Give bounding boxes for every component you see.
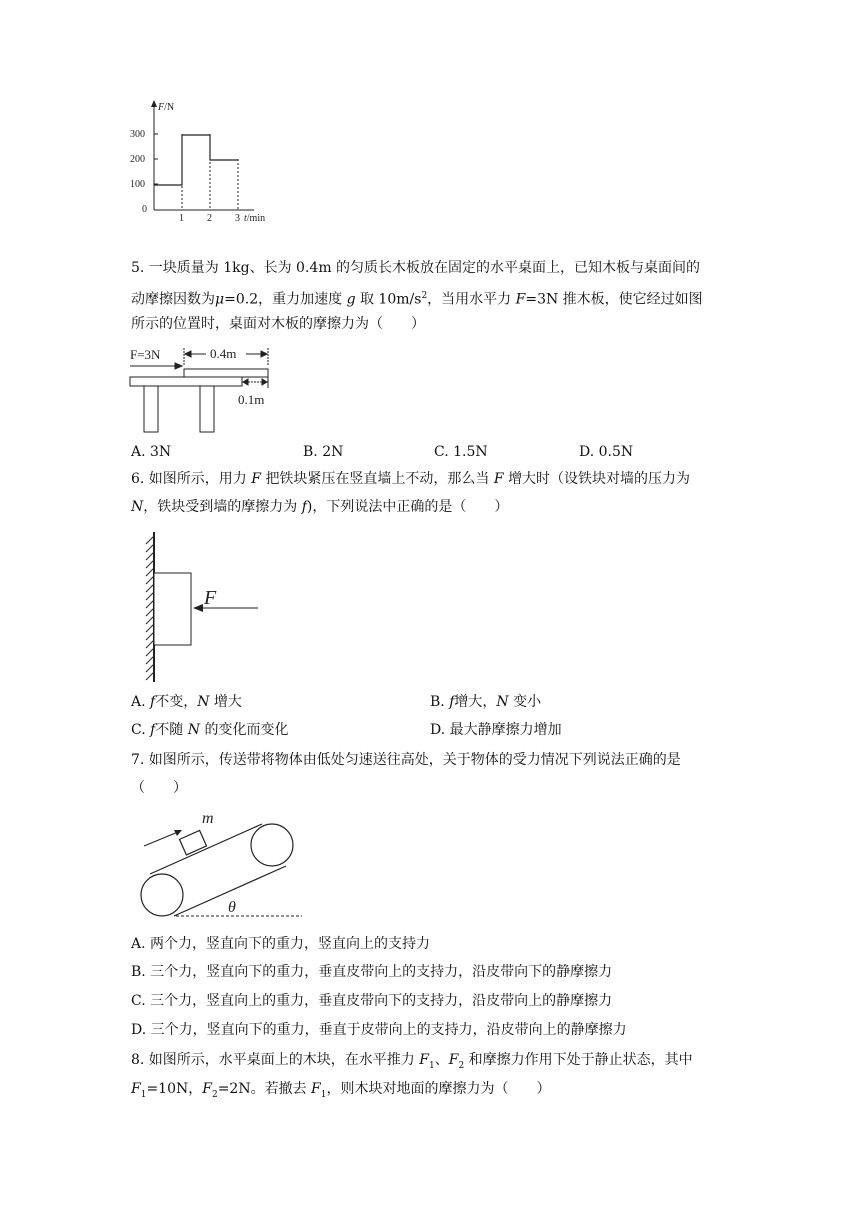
- hatch-line: [146, 624, 154, 632]
- table-top: [130, 377, 242, 386]
- wall-hatching: [146, 536, 154, 680]
- fig-m-label: m: [202, 810, 214, 827]
- q6-option-c[interactable]: C. f不随 N 的变化而变化: [131, 722, 289, 738]
- y-axis-label: F/N: [158, 102, 175, 113]
- y-tick-0: 0: [142, 204, 147, 215]
- q5-option-c[interactable]: C. 1.5N: [434, 444, 488, 460]
- hatch-line: [146, 664, 154, 672]
- q7-conveyor-figure: [136, 806, 308, 924]
- q5-table-figure: [126, 344, 286, 436]
- hatch-line: [146, 576, 154, 584]
- y-axis-arrow: [151, 100, 157, 107]
- lower-roller: [141, 874, 183, 916]
- fig-length-label: 0.4m: [210, 346, 237, 361]
- q6-wall-figure: [138, 528, 268, 686]
- q5-option-b[interactable]: B. 2N: [303, 444, 344, 460]
- fig-theta-label: θ: [228, 899, 236, 916]
- hatch-line: [146, 552, 154, 560]
- q5-option-d[interactable]: D. 0.5N: [579, 444, 634, 460]
- hatch-line: [146, 536, 154, 544]
- x-tick-2: 2: [207, 213, 212, 224]
- q7-option-b[interactable]: B. 三个力，竖直向下的重力，垂直皮带向上的支持力，沿皮带向下的静摩擦力: [131, 964, 613, 980]
- object-m: [179, 830, 206, 854]
- q6-line1: 6. 如图所示，用力 F 把铁块紧压在竖直墙上不动，那么当 F 增大时（设铁块对墙的压力为: [131, 471, 691, 487]
- x-axis-label: t/min: [244, 213, 266, 224]
- hatch-line: [146, 656, 154, 664]
- fig-overhang-label: 0.1m: [238, 392, 265, 407]
- upper-roller: [251, 824, 293, 866]
- q7-line1: 7. 如图所示，传送带将物体由低处匀速送往高处，关于物体的受力情况下列说法正确的是: [131, 752, 681, 768]
- hatch-line: [146, 648, 154, 656]
- y-tick-200: 200: [130, 154, 145, 165]
- q5-line2: 动摩擦因数为μ=0.2，重力加速度 g 取 $10m/s^2$，当用水平力 F=3N 推木板，使它经过如图: [131, 291, 703, 308]
- x-tick-1: 1: [179, 213, 184, 224]
- x-tick-3: 3: [235, 213, 240, 224]
- iron-block: [154, 573, 191, 645]
- force-step-line: [154, 135, 238, 185]
- fig-force-label: F=3N: [130, 347, 161, 362]
- q6-option-d[interactable]: D. 最大静摩擦力增加: [430, 722, 562, 738]
- y-tick-100: 100: [130, 179, 145, 190]
- force-arrow: [175, 363, 182, 369]
- hatch-line: [146, 544, 154, 552]
- hatch-line: [146, 640, 154, 648]
- q5-option-a[interactable]: A. 3N: [131, 444, 172, 460]
- wood-board: [184, 369, 268, 377]
- q8-line1: 8. 如图所示，水平桌面上的木块，在水平推力 $F_1$、$F_2$ 和摩擦力作用下处于静止状态，其中: [131, 1052, 693, 1071]
- hatch-line: [146, 584, 154, 592]
- belt-top: [150, 824, 262, 874]
- fig-F-label: F: [204, 587, 217, 609]
- q7-option-c[interactable]: C. 三个力，竖直向上的重力，垂直皮带向下的支持力，沿皮带向上的静摩擦力: [131, 993, 613, 1009]
- hatch-line: [146, 592, 154, 600]
- q6-option-b[interactable]: B. f增大，N 变小: [430, 694, 542, 710]
- hatch-line: [146, 616, 154, 624]
- hatch-line: [146, 568, 154, 576]
- q5-line1: 5. 一块质量为 1kg、长为 0.4m 的匀质长木板放在固定的水平桌面上，已知木板与桌面间的: [131, 260, 701, 276]
- table-leg-left: [144, 386, 158, 432]
- hatch-line: [146, 608, 154, 616]
- force-arrow-F: [193, 604, 203, 612]
- force-time-graph: [118, 98, 288, 224]
- y-tick-300: 300: [130, 129, 145, 140]
- q5-line3: 所示的位置时，桌面对木板的摩擦力为（ ）: [131, 316, 425, 332]
- hatch-line: [146, 560, 154, 568]
- hatch-line: [146, 632, 154, 640]
- hatch-line: [146, 600, 154, 608]
- q6-line2: N，铁块受到墙的摩擦力为 f)，下列说法中正确的是（ ）: [131, 499, 509, 515]
- hatch-line: [146, 672, 154, 680]
- q7-option-d[interactable]: D. 三个力，竖直向下的重力，垂直于皮带向上的支持力，沿皮带向上的静摩擦力: [131, 1022, 627, 1038]
- q6-option-a[interactable]: A. f不变，N 增大: [131, 694, 242, 710]
- table-leg-right: [200, 386, 214, 432]
- q7-line2: （ ）: [131, 780, 187, 796]
- q8-line2: $F_1=10N$，$F_2=2N$。若撤去 $F_1$，则木块对地面的摩擦力为（ ）: [131, 1081, 551, 1100]
- q7-option-a[interactable]: A. 两个力，竖直向下的重力，竖直向上的支持力: [131, 936, 431, 952]
